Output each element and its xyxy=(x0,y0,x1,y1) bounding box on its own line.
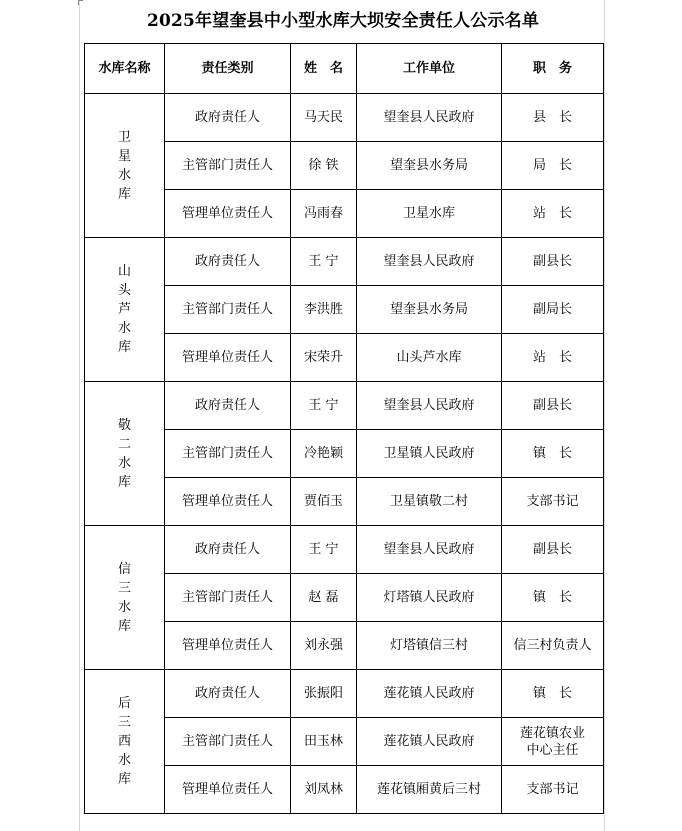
person-cell: 贾佰玉 xyxy=(291,478,357,526)
position-cell xyxy=(502,718,604,766)
category-cell: 主管部门责任人 xyxy=(165,142,291,190)
table-row xyxy=(85,238,604,286)
reservoir-name: 卫星水库 xyxy=(117,129,131,202)
header-category: 责任类别 xyxy=(165,44,291,94)
category-cell: 政府责任人 xyxy=(165,94,291,142)
unit-cell: 莲花镇厢黄后三村 xyxy=(357,766,502,814)
unit-cell: 望奎县人民政府 xyxy=(357,238,502,286)
person-cell: 宋荣升 xyxy=(291,334,357,382)
category-cell: 主管部门责任人 xyxy=(165,574,291,622)
position-cell: 副县长 xyxy=(502,382,604,430)
table-header-row xyxy=(85,44,604,94)
category-cell: 政府责任人 xyxy=(165,526,291,574)
position-cell: 县 长 xyxy=(502,94,604,142)
position-cell: 镇 长 xyxy=(502,430,604,478)
unit-cell: 望奎县人民政府 xyxy=(357,94,502,142)
position-cell: 镇 长 xyxy=(502,574,604,622)
header-person: 姓 名 xyxy=(291,44,357,94)
person-cell: 冯雨春 xyxy=(291,190,357,238)
person-cell: 李洪胜 xyxy=(291,286,357,334)
category-cell: 政府责任人 xyxy=(165,382,291,430)
category-cell: 管理单位责任人 xyxy=(165,622,291,670)
reservoir-name-cell xyxy=(85,526,165,670)
reservoir-name-cell xyxy=(85,238,165,382)
unit-cell: 灯塔镇信三村 xyxy=(357,622,502,670)
responsibility-table xyxy=(84,43,604,814)
category-cell: 主管部门责任人 xyxy=(165,286,291,334)
unit-cell: 卫星镇人民政府 xyxy=(357,430,502,478)
table-row xyxy=(85,94,604,142)
reservoir-name-cell xyxy=(85,670,165,814)
unit-cell: 卫星水库 xyxy=(357,190,502,238)
person-cell: 王 宁 xyxy=(291,238,357,286)
table-row xyxy=(85,670,604,718)
table-row xyxy=(85,382,604,430)
category-cell: 政府责任人 xyxy=(165,238,291,286)
category-cell: 管理单位责任人 xyxy=(165,334,291,382)
unit-cell: 望奎县人民政府 xyxy=(357,382,502,430)
reservoir-name: 敬二水库 xyxy=(117,417,131,490)
unit-cell: 莲花镇人民政府 xyxy=(357,718,502,766)
position-cell: 副县长 xyxy=(502,238,604,286)
position-cell: 支部书记 xyxy=(502,478,604,526)
reservoir-name-cell xyxy=(85,382,165,526)
position-cell: 站 长 xyxy=(502,190,604,238)
position-cell: 副局长 xyxy=(502,286,604,334)
person-cell: 冷艳颖 xyxy=(291,430,357,478)
table-row xyxy=(85,526,604,574)
person-cell: 田玉林 xyxy=(291,718,357,766)
person-cell: 王 宁 xyxy=(291,382,357,430)
reservoir-name-cell xyxy=(85,94,165,238)
reservoir-name: 山头芦水库 xyxy=(117,264,131,355)
position-cell: 站 长 xyxy=(502,334,604,382)
position-cell: 信三村负责人 xyxy=(502,622,604,670)
person-cell: 刘永强 xyxy=(291,622,357,670)
unit-cell: 望奎县水务局 xyxy=(357,142,502,190)
category-cell: 管理单位责任人 xyxy=(165,190,291,238)
header-reservoir-name: 水库名称 xyxy=(85,44,165,94)
unit-cell: 山头芦水库 xyxy=(357,334,502,382)
category-cell: 主管部门责任人 xyxy=(165,718,291,766)
person-cell: 王 宁 xyxy=(291,526,357,574)
reservoir-name: 后三西水库 xyxy=(117,696,131,787)
reservoir-name: 信三水库 xyxy=(117,561,131,634)
position-cell: 副县长 xyxy=(502,526,604,574)
unit-cell: 卫星镇敬二村 xyxy=(357,478,502,526)
page-corner-mark xyxy=(78,0,83,5)
person-cell: 张振阳 xyxy=(291,670,357,718)
unit-cell: 望奎县水务局 xyxy=(357,286,502,334)
person-cell: 徐 铁 xyxy=(291,142,357,190)
person-cell: 马天民 xyxy=(291,94,357,142)
category-cell: 主管部门责任人 xyxy=(165,430,291,478)
header-position: 职 务 xyxy=(502,44,604,94)
category-cell: 政府责任人 xyxy=(165,670,291,718)
position-cell: 局 长 xyxy=(502,142,604,190)
category-cell: 管理单位责任人 xyxy=(165,478,291,526)
position-cell: 支部书记 xyxy=(502,766,604,814)
category-cell: 管理单位责任人 xyxy=(165,766,291,814)
person-cell: 刘凤林 xyxy=(291,766,357,814)
unit-cell: 莲花镇人民政府 xyxy=(357,670,502,718)
unit-cell: 望奎县人民政府 xyxy=(357,526,502,574)
header-unit: 工作单位 xyxy=(357,44,502,94)
unit-cell: 灯塔镇人民政府 xyxy=(357,574,502,622)
person-cell: 赵 磊 xyxy=(291,574,357,622)
document-title: 2025年望奎县中小型水库大坝安全责任人公示名单 xyxy=(146,11,540,31)
position-text: 莲花镇农业中心主任 xyxy=(519,725,585,758)
position-cell: 镇 长 xyxy=(502,670,604,718)
